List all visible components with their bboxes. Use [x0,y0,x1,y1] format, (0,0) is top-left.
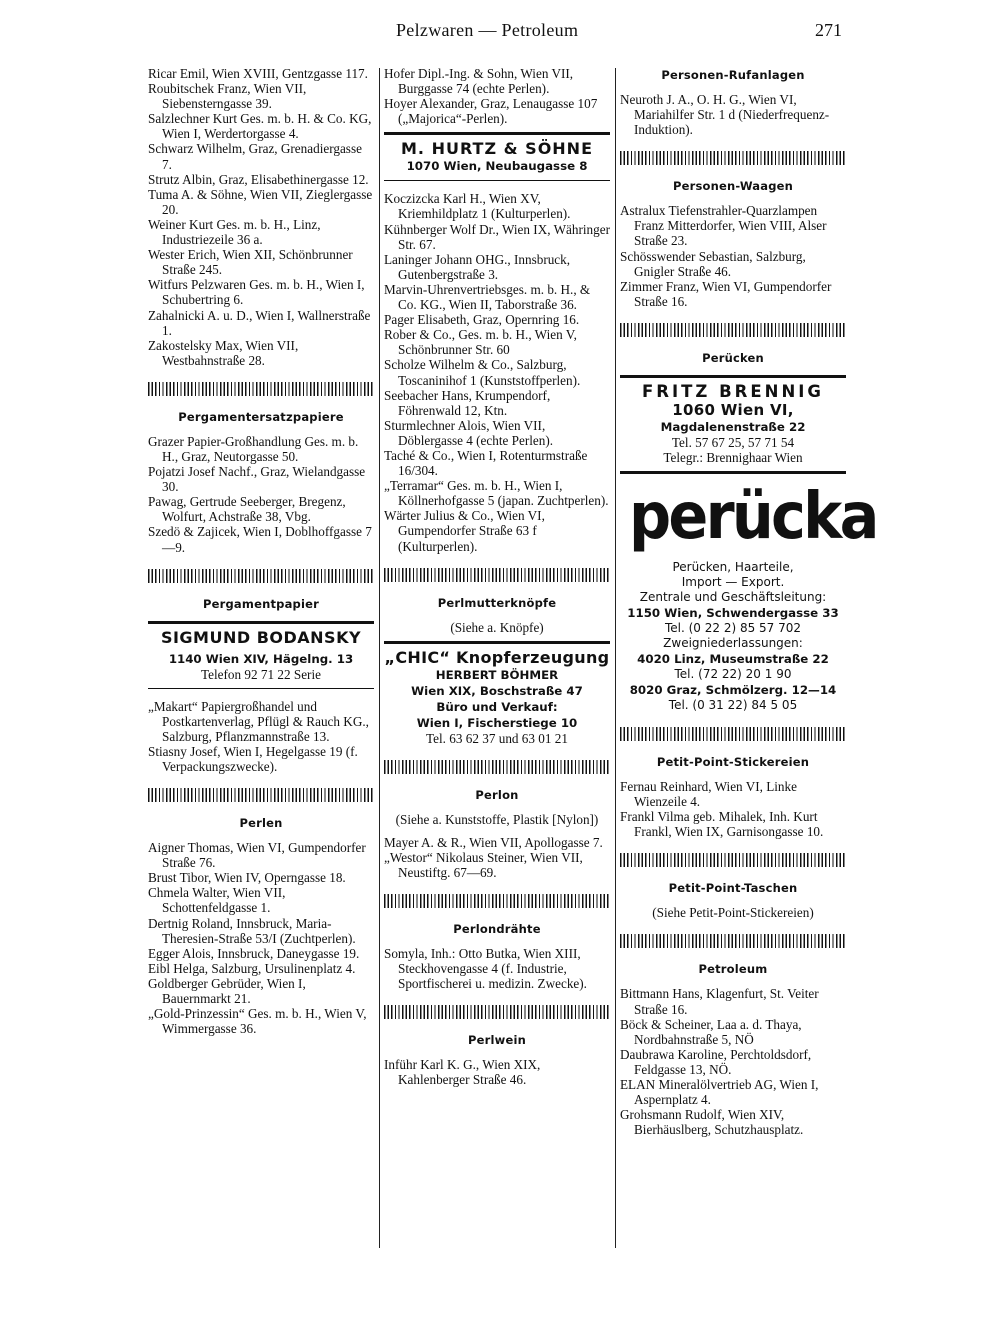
directory-entry: Daubrawa Karoline, Perchtoldsdorf, Feldgasse 13, NÖ. [620,1046,812,1077]
separator-rule [620,323,846,337]
directory-entry: Dertnig Roland, Innsbruck, Maria-Theresien-Straße 53/I (Zuchtperlen). [148,915,356,946]
directory-entry: „Terramar“ Ges. m. b. H., Wien I, Köllnerhofgasse 5 (japan. Zuchtperlen). [384,478,609,509]
ad-address: 1070 Wien, Neubaugasse 8 [406,159,588,174]
directory-entry: Zimmer Franz, Wien VI, Gumpendorfer Straße 16. [620,278,832,309]
section-heading: Petroleum [698,962,768,977]
ad-hq-phone: Tel. (0 22 2) 85 57 702 [664,620,802,635]
section-heading: Personen-Rufanlagen [661,68,805,82]
directory-entry: Goldberger Gebrüder, Wien I, Bauernmarkt 21. [148,975,306,1007]
ad-graz-address: 8020 Graz, Schmölzerg. 12—14 [629,682,837,697]
ad-office-label: Büro und Verkauf: [436,699,558,714]
directory-entry: „Westor“ Nikolaus Steiner, Wien VII, Neustiftg. 67—69. [384,849,583,880]
advertisement-perucka [620,478,877,713]
ad-phone: Telefon 92 71 22 Serie [201,666,321,682]
column-rule-left [379,68,380,1248]
ad-rule [384,180,610,181]
entry-list [148,434,374,555]
ad-rule [148,621,374,624]
directory-entry: Hoyer Alexander, Graz, Lenaugasse 107 („Majorica“-Perlen). [384,96,598,127]
separator-rule [148,788,374,802]
ad-branch-label: Zweigniederlassungen: [663,635,803,650]
directory-entry: Wester Erich, Wien XII, Schönbrunner Straße 245. [148,247,353,278]
separator-rule [384,1005,610,1019]
directory-entry: Roubitschek Franz, Wien VII, Siebensterngasse 39. [148,81,307,112]
column-1 [148,66,374,1036]
directory-entry: Laninger Johann OHG., Innsbruck, Gutenbergstraße 3. [384,251,571,282]
directory-entry: Neuroth J. A., O. H. G., Wien VI, Mariahilfer Str. 1 d (Niederfrequenz-Induktion). [620,92,830,138]
directory-entry: Fernau Reinhard, Wien VI, Linke Wienzeile 4. [620,778,797,810]
entry-list [148,840,374,1036]
directory-entry: Astralux Tiefenstrahler-Quarzlampen Franz Mitterdorfer, Wien VIII, Alser Straße 23. [620,203,827,249]
directory-entry: Chmela Walter, Wien VII, Schottenfeldgasse 1. [148,885,286,916]
separator-rule [384,568,610,582]
separator-rule [148,382,374,396]
directory-entry: Szedö & Zajicek, Wien I, Doblhoffgasse 7—9. [148,524,372,555]
separator-rule [620,934,846,948]
entry-list [620,779,846,839]
directory-entry: Koczizcka Karl H., Wien XV, Kriemhildplatz 1 (Kulturperlen). [384,191,571,222]
section-heading: Perlen [239,816,283,831]
directory-entry: Mayer A. & R., Wien VII, Apollogasse 7. [384,834,603,850]
directory-entry: Pawag, Gertrude Seeberger, Bregenz, Wolfurt, Achstraße 38, Vbg. [148,494,346,525]
ad-linz-phone: Tel. (72 22) 20 1 90 [674,666,792,681]
directory-entry: Tuma A. & Söhne, Wien VII, Zieglergasse 20. [148,186,373,217]
directory-entry: „Makart“ Papiergroßhandel und Postkartenverlag, Pflügl & Rauch KG., Salzburg, Pflanzmannstraße 13. [148,698,369,744]
directory-entry: Stiasny Josef, Wien I, Hegelgasse 19 (f. Verpackungszwecke). [148,743,358,774]
column-3 [620,66,877,1138]
ad-products: Perücken, Haarteile, [672,559,794,574]
ad-company-name: FRITZ BRENNIG [642,381,824,401]
ad-graz-phone: Tel. (0 31 22) 84 5 05 [668,697,798,712]
ad-rule [384,641,610,644]
directory-entry: Brust Tibor, Wien IV, Operngasse 18. [148,870,346,886]
directory-entry: Schwarz Wilhelm, Graz, Grenadiergasse 7. [148,141,362,172]
directory-entry: Seebacher Hans, Krumpendorf, Föhrenwald 12, Ktn. [384,387,551,418]
ad-hq-label: Zentrale und Geschäftsleitung: [639,589,827,604]
ad-city: 1060 Wien VI, [672,400,794,419]
ad-company-name: „CHIC“ Knopferzeugung [384,647,610,667]
ad-owner: HERBERT BÖHMER [435,667,559,682]
directory-entry: Marvin-Uhrenvertriebsges. m. b. H., & Co. KG., Wien II, Taborstraße 36. [384,281,591,313]
ad-telegram: Telegr.: Brennighaar Wien [663,449,803,465]
see-also-note: (Siehe Petit-Point-Stickereien) [652,905,814,921]
section-heading: Perücken [702,350,764,365]
ad-rule [620,375,846,378]
entry-list [148,699,374,774]
advertisement-bodansky [148,628,374,682]
directory-entry: ELAN Mineralölvertrieb AG, Wien I, Aspernplatz 4. [620,1076,819,1108]
entry-list [384,66,610,126]
directory-entry: Wärter Julius & Co., Wien VI, Gumpendorfer Straße 63 f (Kulturperlen). [384,508,545,554]
ad-address: Wien XIX, Boschstraße 47 [411,683,583,698]
see-also-note: (Siehe a. Knöpfe) [450,619,544,635]
ad-address: 1140 Wien XIV, Hägelng. 13 [168,651,354,666]
directory-entry: Frankl Vilma geb. Mihalek, Inh. Kurt Frankl, Wien IX, Garnisongasse 10. [620,809,824,840]
entry-list [384,191,610,553]
directory-entry: Egger Alois, Innsbruck, Daneygasse 19. [148,945,360,961]
separator-rule [384,894,610,908]
ad-rule [148,688,374,689]
directory-entry: Scholze Wilhelm & Co., Salzburg, Toscaninihof 1 (Kunststoffperlen). [384,357,581,388]
section-heading: Perlondrähte [453,922,541,937]
directory-entry: Aigner Thomas, Wien VI, Gumpendorfer Straße 76. [148,840,366,871]
directory-entry: Pager Elisabeth, Graz, Opernring 16. [384,312,580,328]
directory-entry: „Gold-Prinzessin“ Ges. m. b. H., Wien V, Wimmergasse 36. [148,1006,367,1037]
directory-entry: Zahalnicki A. u. D., Wien I, Wallnerstraße 1. [148,307,371,338]
section-heading: Petit-Point-Stickereien [656,754,810,769]
separator-rule [620,151,846,165]
separator-rule [384,760,610,774]
advertisement-brennig [620,382,846,465]
page-number: 271 [815,20,842,40]
ad-rule [384,132,610,135]
ad-trade: Import — Export. [681,574,785,589]
entry-list [384,835,610,880]
directory-entry: Taché & Co., Wien I, Rotenturmstraße 16/304. [384,447,588,479]
directory-entry: Bittmann Hans, Klagenfurt, St. Veiter Straße 16. [620,986,819,1017]
directory-entry: Salzlechner Kurt Ges. m. b. H. & Co. KG, Wien I, Werdertorgasse 4. [148,111,372,142]
directory-entry: Grazer Papier-Großhandlung Ges. m. b. H., Graz, Neutorgasse 50. [148,433,359,464]
directory-entry: Strutz Albin, Graz, Elisabethinergasse 12. [148,171,369,187]
directory-entry: Schösswender Sebastian, Salzburg, Gnigler Straße 46. [620,248,806,279]
running-title: Pelzwaren — Petroleum [396,20,579,40]
section-heading: Pergamentersatzpapiere [178,409,344,424]
advertisement-chic [384,648,610,746]
ad-phone: Tel. 63 62 37 und 63 01 21 [426,730,568,746]
section-heading: Personen-Waagen [672,179,794,194]
advertisement-hurtz [384,139,610,174]
directory-entry: Böck & Scheiner, Laa a. d. Thaya, Nordbahnstraße 5, NÖ [620,1016,802,1047]
directory-entry: Weiner Kurt Ges. m. b. H., Linz, Industriezeile 36 a. [148,216,321,248]
directory-entry: Grohsmann Rudolf, Wien XIV, Bierhäuslberg, Schutzhausplatz. [620,1107,804,1138]
section-heading: Perlwein [468,1033,526,1048]
directory-entry: Ricar Emil, Wien XVIII, Gentzgasse 117. [148,66,368,81]
see-also-note: (Siehe a. Kunststoffe, Plastik [Nylon]) [395,811,599,827]
column-rule-right [615,68,616,1248]
section-heading: Perlmutterknöpfe [437,595,557,610]
directory-entry: Rober & Co., Ges. m. b. H., Wien V, Schönbrunner Str. 60 [384,327,577,358]
entry-list [384,1057,610,1087]
entry-list [148,66,374,368]
directory-entry: Kühnberger Wolf Dr., Wien IX, Währinger Str. 67. [384,221,610,252]
separator-rule [620,853,846,867]
ad-street: Magdalenenstraße 22 [660,419,806,434]
directory-entry: Sturmlechner Alois, Wien VII, Döblergasse 4 (echte Perlen). [384,417,554,448]
entry-list [620,986,846,1137]
directory-entry: Witfurs Pelzwaren Ges. m. b. H., Wien I, Schubertring 6. [148,277,365,308]
ad-linz-address: 4020 Linz, Museumstraße 22 [637,651,829,666]
ad-company-name: M. HURTZ & SÖHNE [401,139,593,159]
directory-entry: Eibl Helga, Salzburg, Ursulinenplatz 4. [148,960,356,976]
section-heading: Pergamentpapier [203,596,319,611]
directory-entry: Inführ Karl K. G., Wien XIX, Kahlenberger Straße 46. [384,1057,541,1088]
entry-list [384,946,610,991]
ad-phone: Tel. 57 67 25, 57 71 54 [671,434,795,450]
page-header [0,20,986,46]
ad-rule [620,471,846,474]
directory-entry: Somyla, Inh.: Otto Butka, Wien XIII, Steckhovengasse 4 (f. Industrie, Sportfischerei u. medizin. Zwecke). [384,946,587,992]
ad-company-name: SIGMUND BODANSKY [160,627,362,647]
separator-rule [620,727,846,741]
directory-entry: Pojatzi Josef Nachf., Graz, Wielandgasse 30. [148,464,366,495]
separator-rule [148,569,374,583]
ad-office-address: Wien I, Fischerstiege 10 [416,715,578,730]
entry-list [620,203,846,309]
ad-hq-address: 1150 Wien, Schwendergasse 33 [627,605,839,620]
directory-entry: Zakostelsky Max, Wien VII, Westbahnstraße 28. [148,337,299,368]
perucka-logo: perücka [629,479,877,554]
section-heading: Perlon [475,787,519,802]
entry-list [620,92,846,137]
section-heading: Petit-Point-Taschen [668,881,798,896]
column-2 [384,66,610,1088]
directory-entry: Hofer Dipl.-Ing. & Sohn, Wien VII, Burggasse 74 (echte Perlen). [384,66,574,97]
